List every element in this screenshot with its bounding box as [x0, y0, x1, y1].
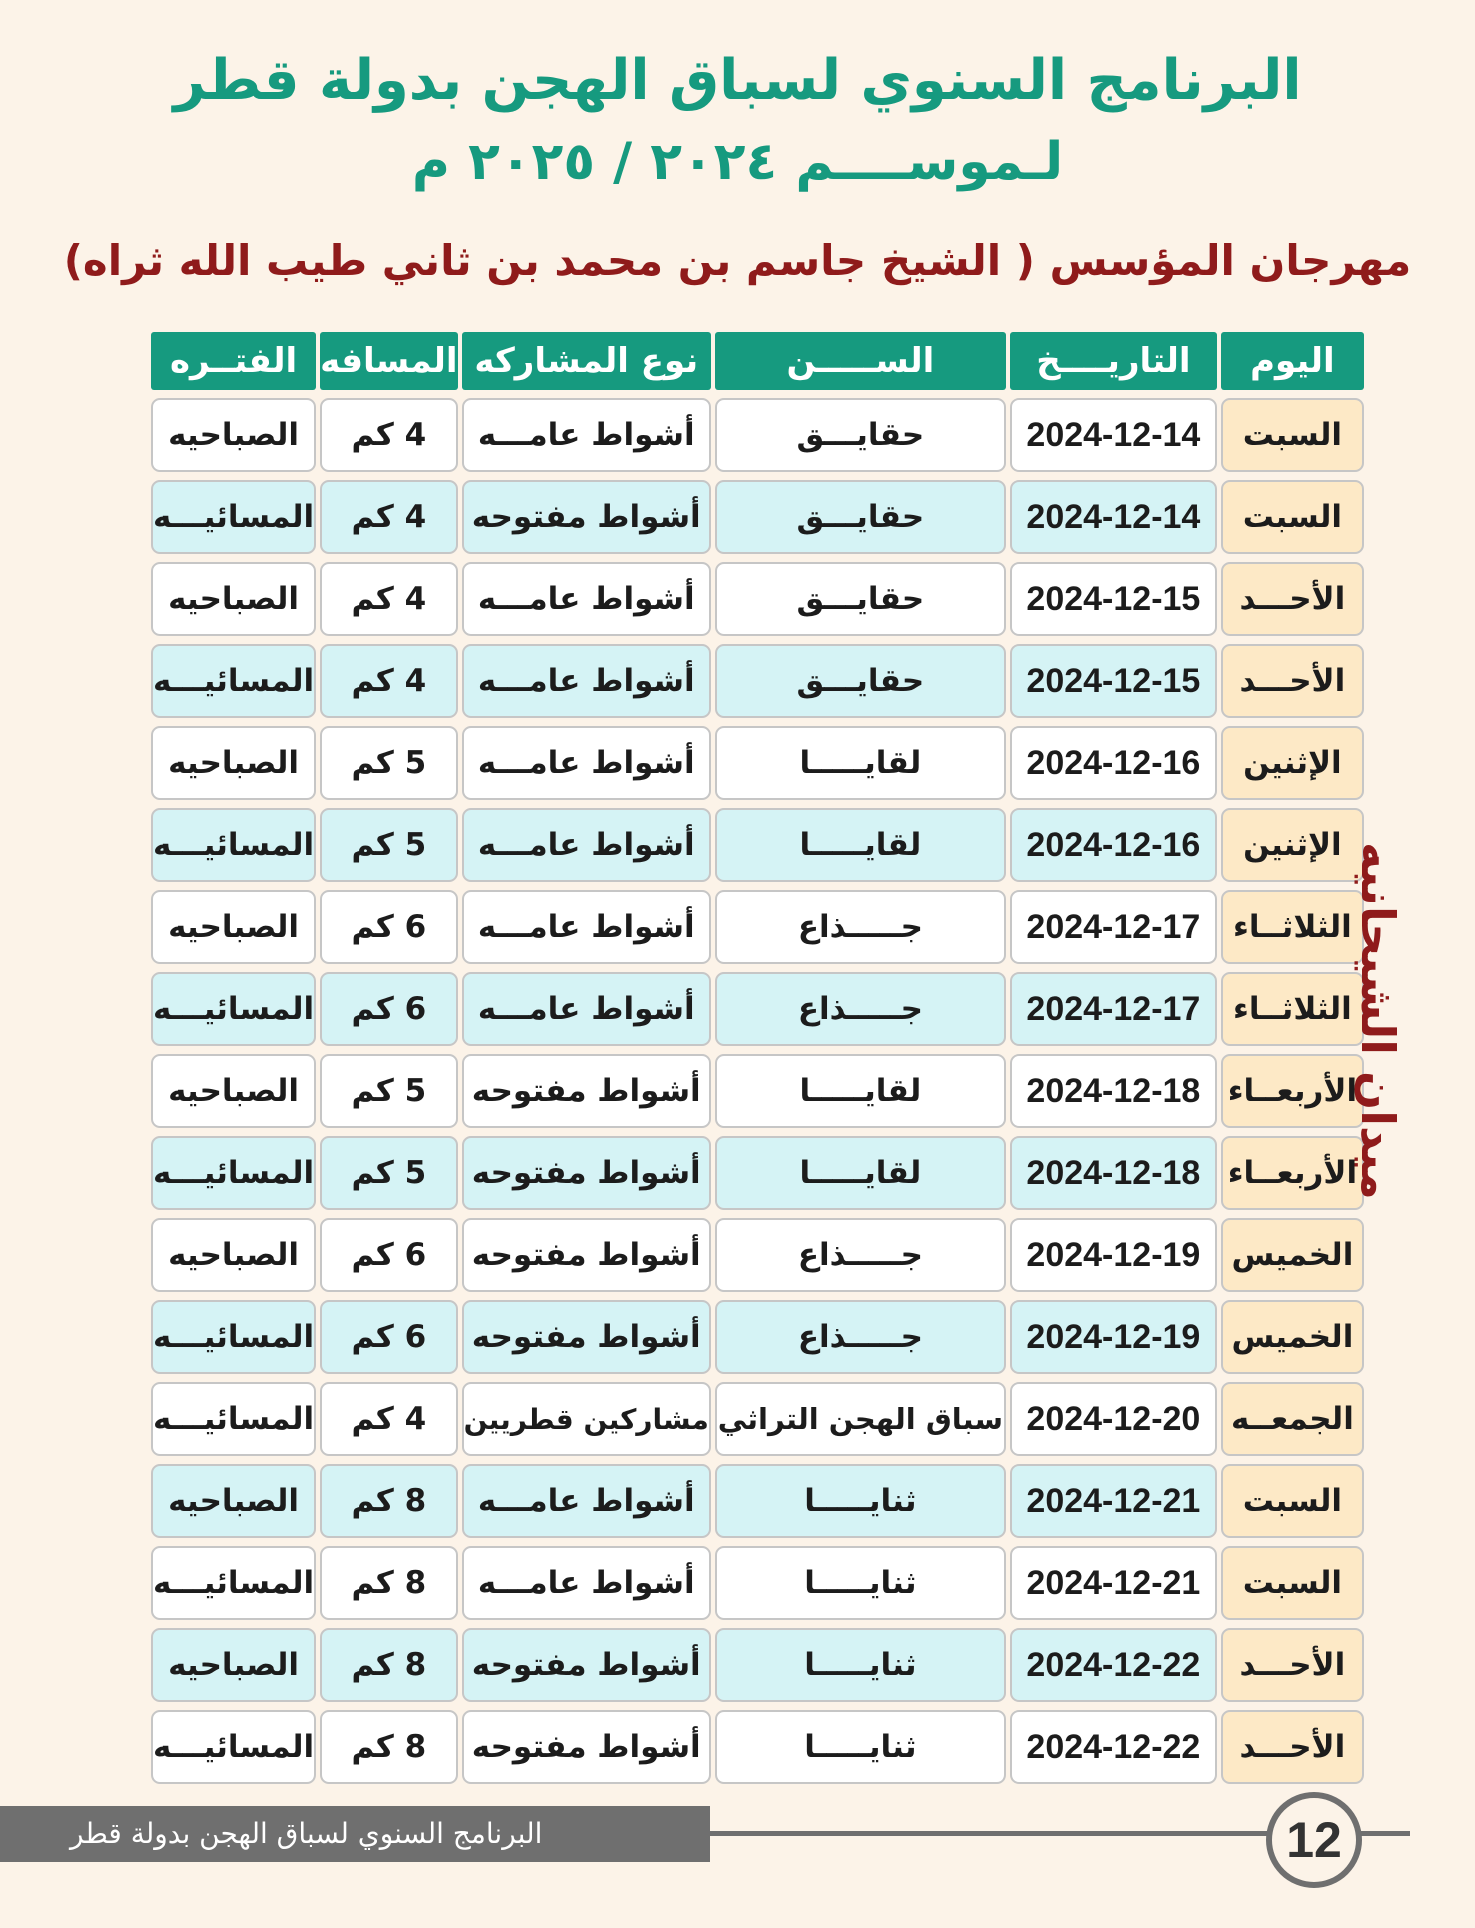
table-row	[151, 1054, 1364, 1128]
cell-age: جـــــذاع	[715, 890, 1006, 964]
header-period: الفتــره	[151, 332, 316, 390]
header-distance: المسافه	[320, 332, 457, 390]
cell-period: المسائيـــه	[151, 1546, 316, 1620]
cell-age: ثنايـــــا	[715, 1710, 1006, 1784]
table-row	[151, 726, 1364, 800]
cell-distance: 4 كم	[320, 562, 457, 636]
cell-type: أشواط مفتوحه	[462, 1054, 711, 1128]
cell-date: 2024-12-19	[1010, 1218, 1217, 1292]
cell-period: المسائيـــه	[151, 1710, 316, 1784]
table-row	[151, 1136, 1364, 1210]
footer-text: البرنامج السنوي لسباق الهجن بدولة قطر	[70, 1817, 543, 1850]
cell-type: أشواط عامـــه	[462, 726, 711, 800]
cell-distance: 8 كم	[320, 1628, 457, 1702]
cell-day: السبت	[1221, 480, 1364, 554]
cell-day: الأحـــد	[1221, 562, 1364, 636]
cell-period: الصباحيه	[151, 1628, 316, 1702]
cell-age: حقايـــق	[715, 644, 1006, 718]
cell-day: الإثنين	[1221, 726, 1364, 800]
cell-age: حقايـــق	[715, 398, 1006, 472]
cell-date: 2024-12-17	[1010, 890, 1217, 964]
table-row	[151, 480, 1364, 554]
table-row	[151, 890, 1364, 964]
cell-age: سباق الهجن التراثي	[715, 1382, 1006, 1456]
cell-day: الأربعــاء	[1221, 1054, 1364, 1128]
cell-type: أشواط مفتوحه	[462, 1628, 711, 1702]
cell-day: الأحـــد	[1221, 1710, 1364, 1784]
cell-distance: 5 كم	[320, 808, 457, 882]
cell-age: حقايـــق	[715, 480, 1006, 554]
cell-date: 2024-12-20	[1010, 1382, 1217, 1456]
venue-label: ميدان الشيحانيه	[1351, 842, 1405, 1200]
cell-age: جـــــذاع	[715, 1218, 1006, 1292]
cell-distance: 8 كم	[320, 1546, 457, 1620]
cell-type: أشواط مفتوحه	[462, 1136, 711, 1210]
cell-age: لقايـــــا	[715, 726, 1006, 800]
cell-date: 2024-12-22	[1010, 1628, 1217, 1702]
cell-date: 2024-12-15	[1010, 644, 1217, 718]
table-row	[151, 398, 1364, 472]
cell-date: 2024-12-21	[1010, 1464, 1217, 1538]
cell-period: الصباحيه	[151, 1464, 316, 1538]
cell-type: أشواط عامـــه	[462, 1546, 711, 1620]
cell-period: المسائيـــه	[151, 480, 316, 554]
table-row	[151, 1464, 1364, 1538]
cell-day: السبت	[1221, 1464, 1364, 1538]
cell-age: ثنايـــــا	[715, 1628, 1006, 1702]
table-row	[151, 1382, 1364, 1456]
cell-distance: 8 كم	[320, 1464, 457, 1538]
cell-day: الأحـــد	[1221, 644, 1364, 718]
cell-day: الجمعــه	[1221, 1382, 1364, 1456]
cell-type: مشاركين قطريين	[462, 1382, 711, 1456]
cell-type: أشواط مفتوحه	[462, 1218, 711, 1292]
cell-type: أشواط مفتوحه	[462, 1300, 711, 1374]
cell-age: جـــــذاع	[715, 1300, 1006, 1374]
table-row	[151, 644, 1364, 718]
cell-date: 2024-12-16	[1010, 726, 1217, 800]
table-row	[151, 562, 1364, 636]
cell-type: أشواط عامـــه	[462, 1464, 711, 1538]
cell-distance: 6 كم	[320, 972, 457, 1046]
cell-day: السبت	[1221, 398, 1364, 472]
cell-day: الثلاثــاء	[1221, 890, 1364, 964]
cell-date: 2024-12-18	[1010, 1136, 1217, 1210]
cell-date: 2024-12-15	[1010, 562, 1217, 636]
table-row	[151, 972, 1364, 1046]
cell-period: المسائيـــه	[151, 644, 316, 718]
header-date: التاريــــخ	[1010, 332, 1217, 390]
cell-distance: 4 كم	[320, 644, 457, 718]
table-row	[151, 1300, 1364, 1374]
cell-type: أشواط مفتوحه	[462, 480, 711, 554]
cell-period: المسائيـــه	[151, 1300, 316, 1374]
cell-age: لقايـــــا	[715, 1054, 1006, 1128]
cell-period: الصباحيه	[151, 398, 316, 472]
table-row	[151, 1546, 1364, 1620]
cell-date: 2024-12-14	[1010, 480, 1217, 554]
header-day: اليوم	[1221, 332, 1364, 390]
table-row	[151, 1628, 1364, 1702]
table-header-row	[151, 332, 1364, 390]
cell-day: السبت	[1221, 1546, 1364, 1620]
cell-day: الخميس	[1221, 1300, 1364, 1374]
cell-distance: 6 كم	[320, 1300, 457, 1374]
cell-age: حقايـــق	[715, 562, 1006, 636]
cell-period: الصباحيه	[151, 726, 316, 800]
cell-day: الثلاثــاء	[1221, 972, 1364, 1046]
cell-type: أشواط عامـــه	[462, 972, 711, 1046]
cell-day: الخميس	[1221, 1218, 1364, 1292]
season-title: لـموســــم ٢٠٢٤ / ٢٠٢٥ م	[411, 132, 1064, 192]
cell-type: أشواط عامـــه	[462, 562, 711, 636]
cell-type: أشواط عامـــه	[462, 808, 711, 882]
cell-type: أشواط عامـــه	[462, 644, 711, 718]
cell-distance: 6 كم	[320, 890, 457, 964]
header-age: الســـــن	[715, 332, 1006, 390]
cell-date: 2024-12-17	[1010, 972, 1217, 1046]
header-type: نوع المشاركه	[462, 332, 711, 390]
cell-distance: 5 كم	[320, 726, 457, 800]
festival-title: مهرجان المؤسس ( الشيخ جاسم بن محمد بن ثاني طيب الله ثراه)	[63, 236, 1412, 285]
cell-distance: 6 كم	[320, 1218, 457, 1292]
cell-age: لقايـــــا	[715, 1136, 1006, 1210]
cell-distance: 4 كم	[320, 1382, 457, 1456]
cell-date: 2024-12-19	[1010, 1300, 1217, 1374]
cell-date: 2024-12-14	[1010, 398, 1217, 472]
cell-day: الإثنين	[1221, 808, 1364, 882]
cell-day: الأربعــاء	[1221, 1136, 1364, 1210]
cell-age: ثنايـــــا	[715, 1464, 1006, 1538]
schedule-table	[147, 324, 1368, 1792]
cell-date: 2024-12-16	[1010, 808, 1217, 882]
cell-distance: 4 كم	[320, 398, 457, 472]
cell-period: المسائيـــه	[151, 808, 316, 882]
table-row	[151, 1218, 1364, 1292]
cell-distance: 5 كم	[320, 1054, 457, 1128]
page-number: 12	[1266, 1792, 1362, 1888]
table-row	[151, 808, 1364, 882]
cell-distance: 4 كم	[320, 480, 457, 554]
cell-type: أشواط مفتوحه	[462, 1710, 711, 1784]
cell-period: المسائيـــه	[151, 972, 316, 1046]
cell-date: 2024-12-21	[1010, 1546, 1217, 1620]
page-title: البرنامج السنوي لسباق الهجن بدولة قطر	[173, 48, 1302, 113]
cell-date: 2024-12-22	[1010, 1710, 1217, 1784]
cell-type: أشواط عامـــه	[462, 398, 711, 472]
cell-period: الصباحيه	[151, 1054, 316, 1128]
cell-age: لقايـــــا	[715, 808, 1006, 882]
cell-distance: 8 كم	[320, 1710, 457, 1784]
cell-age: ثنايـــــا	[715, 1546, 1006, 1620]
cell-period: الصباحيه	[151, 1218, 316, 1292]
cell-period: الصباحيه	[151, 562, 316, 636]
cell-period: الصباحيه	[151, 890, 316, 964]
cell-period: المسائيـــه	[151, 1382, 316, 1456]
table-row	[151, 1710, 1364, 1784]
cell-age: جـــــذاع	[715, 972, 1006, 1046]
cell-distance: 5 كم	[320, 1136, 457, 1210]
cell-type: أشواط عامـــه	[462, 890, 711, 964]
cell-day: الأحـــد	[1221, 1628, 1364, 1702]
cell-period: المسائيـــه	[151, 1136, 316, 1210]
cell-date: 2024-12-18	[1010, 1054, 1217, 1128]
